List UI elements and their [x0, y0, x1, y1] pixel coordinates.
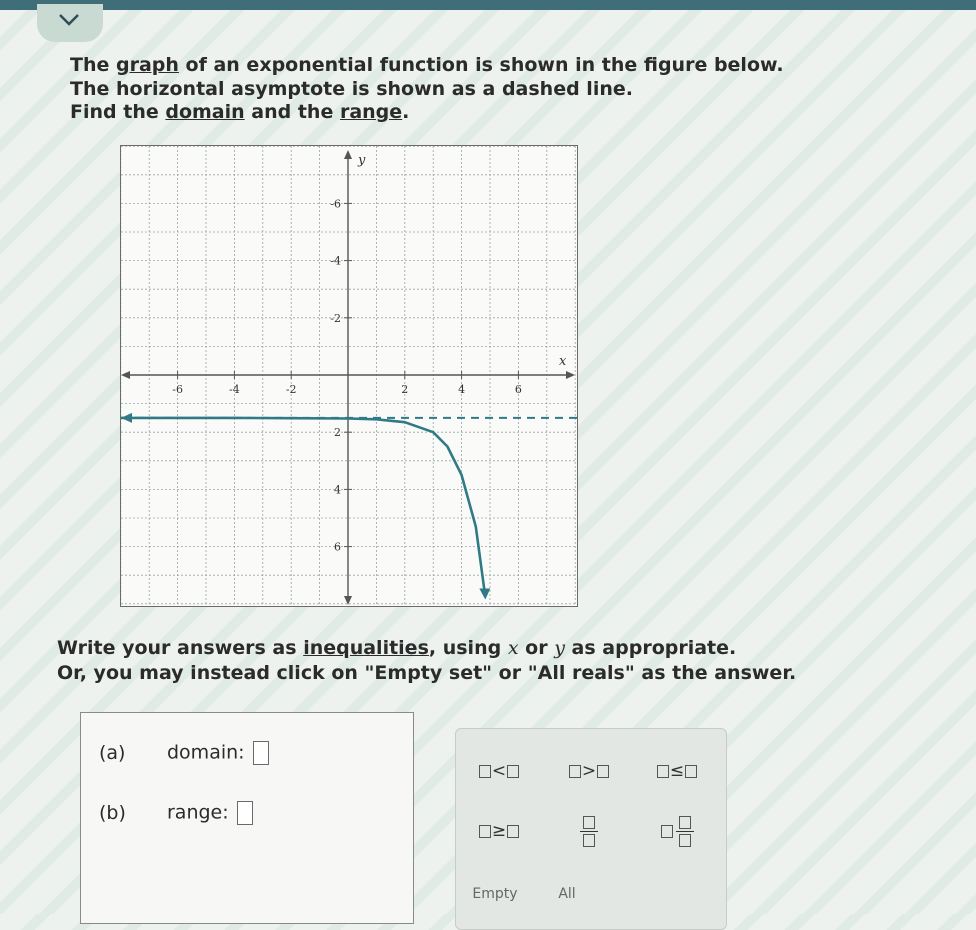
- answer-panel: [80, 712, 414, 924]
- range-label: range:: [167, 801, 229, 824]
- domain-row: [99, 741, 269, 765]
- x-tick-label: -4: [229, 383, 240, 396]
- question-line-1: The graph of an exponential function is shown in the figure below.: [70, 54, 784, 76]
- x-tick-label: 6: [514, 383, 522, 396]
- x-axis-arrow-right: [566, 371, 575, 379]
- y-tick-label: 4: [334, 483, 341, 497]
- curve-arrow-down: [479, 589, 490, 600]
- greater-than-button[interactable]: >: [550, 745, 628, 797]
- part-a-label: (a): [99, 741, 126, 764]
- range-input[interactable]: [237, 801, 253, 825]
- x-tick-label: 2: [401, 383, 409, 396]
- y-axis-arrow-up: [344, 150, 352, 159]
- y-axis-label: y: [358, 153, 366, 168]
- math-keypad: [455, 728, 727, 930]
- instruction-line-2: Or, you may instead click on "Empty set" or "All reals" as the answer.: [57, 662, 797, 684]
- range-link[interactable]: range: [339, 101, 403, 123]
- chevron-down-icon: [57, 12, 81, 28]
- x-axis-arrow-left: [121, 371, 130, 379]
- less-than-button[interactable]: <: [460, 745, 538, 797]
- graph-link[interactable]: graph: [116, 54, 179, 76]
- question-line-2: The horizontal asymptote is shown as a dashed line.: [70, 78, 633, 100]
- collapse-button[interactable]: [37, 4, 103, 42]
- exponential-curve: [121, 418, 484, 590]
- x-axis-label: x: [559, 354, 567, 369]
- greater-equal-button[interactable]: ≥: [460, 805, 538, 857]
- y-tick-label: 2: [334, 426, 341, 440]
- y-tick-label: -4: [330, 254, 341, 268]
- inequalities-link[interactable]: inequalities: [303, 637, 429, 659]
- fraction-button[interactable]: [550, 805, 628, 857]
- top-bar: [0, 0, 976, 10]
- x-tick-label: -6: [172, 383, 183, 396]
- y-tick-label: 6: [334, 540, 341, 554]
- y-tick-label: -6: [330, 197, 341, 211]
- curve-arrow-left: [121, 413, 132, 423]
- empty-set-button[interactable]: Empty: [472, 886, 518, 902]
- domain-label: domain:: [167, 741, 245, 764]
- range-row: [99, 801, 253, 825]
- less-equal-button[interactable]: ≤: [638, 745, 716, 797]
- all-reals-button[interactable]: All: [558, 886, 576, 902]
- domain-link[interactable]: domain: [165, 101, 245, 123]
- part-b-label: (b): [99, 801, 126, 824]
- x-tick-label: -2: [285, 383, 297, 396]
- graph-panel: [120, 145, 578, 607]
- question-line-3: Find the domain and the range.: [70, 101, 410, 123]
- y-tick-label: -2: [330, 311, 341, 325]
- instruction-line-1: Write your answers as inequalities, using x or y as appropriate.: [57, 637, 737, 659]
- x-tick-label: 4: [458, 383, 466, 396]
- mixed-number-button[interactable]: [638, 805, 716, 857]
- function-graph: [121, 146, 577, 606]
- domain-input[interactable]: [253, 741, 269, 765]
